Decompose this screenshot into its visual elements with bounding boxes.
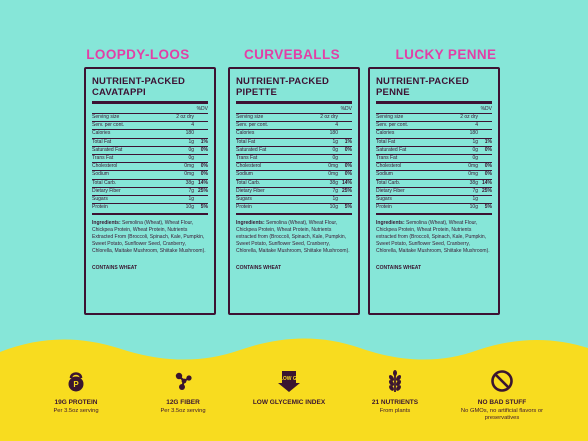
nutrient-amount: 38g [185,179,194,186]
nutrient-dv: 5% [484,204,492,211]
nutrient-amount: 7g [472,187,478,194]
nutrition-row [92,195,208,203]
nutrient-amount: 10g [329,204,338,211]
nutrition-row [376,162,492,170]
nutrient-amount: 0mg [468,171,478,178]
nutrient-amount: 1g [332,195,338,202]
allergen-statement: CONTAINS WHEAT [376,265,422,272]
nutrient-dv: 0% [484,171,492,178]
nutrition-row [376,121,492,129]
ingredients-lead: Ingredients: [92,220,121,227]
nutrient-amount: 10g [185,204,194,211]
nutrient-dv: 14% [197,179,208,186]
ingredients-lead: Ingredients: [376,220,405,227]
nutrition-row [92,146,208,154]
nutrient-name: Saturated Fat [92,146,123,153]
nutrition-row [236,129,352,137]
label-title-rule [92,101,208,104]
nutrient-amount: 38g [469,179,478,186]
nutrient-name: Cholesterol [376,163,402,170]
nutrition-row [376,170,492,178]
label-title: NUTRIENT-PACKED CAVATAPPI [92,76,186,98]
allergen-statement: CONTAINS WHEAT [236,265,282,272]
nutrient-amount: 0g [188,155,194,162]
nutrient-name: Calories [376,130,395,137]
rows-end-rule [236,213,352,215]
rows-end-rule [92,213,208,215]
feature-nutrients [350,369,440,415]
nutrient-amount: 1g [188,138,194,145]
nutrient-name: Saturated Fat [376,146,407,153]
product-name-curveballs: CURVEBALLS [243,47,340,62]
nutrient-name: Serving size [376,114,404,121]
nutrient-dv: 1% [200,138,208,145]
nutrition-row [236,162,352,170]
feature-subtitle: No GMOs, no artificial flavors or preservatives [460,408,544,421]
nutrient-name: Serv. per cont. [236,122,269,129]
feature-no-bad-stuff [457,369,547,422]
nutrient-name: Sodium [92,171,109,178]
feature-protein [31,369,121,415]
nutrient-amount: 1g [332,138,338,145]
ingredients-text [92,220,208,255]
nutrient-name: Sodium [236,171,253,178]
nutrient-name: Serv. per cont. [92,122,125,129]
label-title-rule [376,101,492,104]
nutrient-name: Protein [376,204,392,211]
nutrition-row [376,187,492,195]
label-title: NUTRIENT-PACKED PENNE [376,76,470,98]
nutrition-row [236,203,352,211]
kettlebell-icon [64,369,88,393]
nutrient-name: Protein [92,204,108,211]
nutrient-dv: 14% [481,179,492,186]
ingredients-list: Semolina (Wheat), Wheat Flour, Chickpea Protein, Wheat Protein, Nutrients Extracted From (Broccoli, Spinach, Kale, Pumpkin, Sweet Potato, Sunflower Seed, Cranberry, Chlorella, Maitake Mushroom, Shiitake Mushroom). [92,220,206,255]
rows-end-rule [376,213,492,215]
nutrition-row [376,154,492,162]
nutrient-name: Cholesterol [236,163,262,170]
nutrient-name: Total Carb. [376,179,401,186]
feature-title: 21 NUTRIENTS [371,399,419,406]
nutrient-amount: 0g [188,146,194,153]
nutrition-rows [92,113,208,211]
nutrient-dv: 5% [200,204,208,211]
nutrient-name: Serving size [236,114,264,121]
nutrition-row [92,170,208,178]
nutrition-row [376,146,492,154]
nutrient-dv: 14% [341,179,352,186]
nutrition-row [236,154,352,162]
nutrition-rows [376,113,492,211]
feature-title: LOW GLYCEMIC INDEX [252,399,326,406]
feature-subtitle: Per 3.5oz serving [53,408,99,414]
nutrition-row [92,121,208,129]
nutrition-row [376,195,492,203]
dv-header: %DV [340,106,352,112]
nutrient-dv: 25% [197,187,208,194]
nutrition-label-pipette [228,67,360,315]
nutrient-name: Dietary Fiber [376,187,405,194]
nutrition-row [236,138,352,146]
nutrient-amount: 1g [472,138,478,145]
nutrition-row [376,138,492,146]
low-gi-icon-text: LOW GI [279,376,299,382]
product-name-loopdy-loos: LOOPDY-LOOS [86,47,190,62]
nutrient-name: Sodium [376,171,393,178]
nutrition-row [236,121,352,129]
nutrient-amount: 0mg [184,171,194,178]
nutrient-amount: 4 [191,122,194,129]
nutrition-row [92,187,208,195]
nutrient-amount: 4 [475,122,478,129]
allergen-statement: CONTAINS WHEAT [92,265,138,272]
dv-header: %DV [480,106,492,112]
feature-subtitle: From plants [379,408,411,414]
nutrient-amount: 1g [472,195,478,202]
nutrient-name: Total Fat [376,138,396,145]
ingredients-lead: Ingredients: [236,220,265,227]
feature-low-gi [244,369,334,407]
ingredients-list: Semolina (Wheat), Wheat Flour, Chickpea Protein, Wheat Protein, Nutrients extracted from (Broccoli, Spinach, Kale, Pumpkin, Sweet Potato, Sunflower Seed, Cranberry, Chlorella, Maitake Mushroom, Shiitake Mushroom). [376,220,490,255]
nutrient-amount: 0g [472,146,478,153]
nutrient-amount: 180 [329,130,338,137]
nutrient-dv: 5% [344,204,352,211]
low-gi-arrow-icon [277,369,301,393]
nutrient-amount: 7g [188,187,194,194]
nutrient-amount: 2 oz dry [460,114,478,121]
nutrient-name: Sugars [376,195,392,202]
nutrient-name: Trans Fat [236,155,258,162]
nutrient-name: Serving size [92,114,120,121]
nutrient-name: Total Fat [236,138,256,145]
nutrient-name: Trans Fat [376,155,398,162]
nutrient-amount: 7g [332,187,338,194]
nutrient-amount: 0g [472,155,478,162]
nutrient-name: Total Carb. [92,179,117,186]
nutrient-name: Calories [92,130,111,137]
nutrition-row [376,113,492,121]
nutrient-dv: 1% [344,138,352,145]
nutrient-dv: 0% [484,163,492,170]
feature-subtitle: Per 3.5oz serving [160,408,206,414]
nutrient-dv: 1% [484,138,492,145]
nutrient-amount: 38g [329,179,338,186]
nutrient-amount: 2 oz dry [320,114,338,121]
nutrient-name: Protein [236,204,252,211]
nutrient-amount: 180 [185,130,194,137]
dv-header: %DV [196,106,208,112]
nutrient-amount: 2 oz dry [176,114,194,121]
nutrient-amount: 1g [188,195,194,202]
nutrition-row [236,146,352,154]
nutrient-name: Sugars [92,195,108,202]
feature-title: NO BAD STUFF [477,399,527,406]
feature-title: 12G FIBER [166,399,200,406]
nutrient-amount: 0mg [184,163,194,170]
product-name-lucky-penne: LUCKY PENNE [395,47,497,62]
nutrition-label-cavatappi [84,67,216,315]
nutrient-amount: 180 [469,130,478,137]
nutrition-row [376,179,492,187]
nutrition-row [236,113,352,121]
nutrient-dv: 0% [200,146,208,153]
nutrient-amount: 4 [335,122,338,129]
nutrition-row [92,179,208,187]
nutrient-name: Trans Fat [92,155,114,162]
label-title: NUTRIENT-PACKED PIPETTE [236,76,330,98]
nutrient-dv: 0% [200,171,208,178]
nutrition-row [236,170,352,178]
nutrition-row [376,203,492,211]
nutrition-row [236,179,352,187]
nutrient-dv: 0% [344,146,352,153]
nutrition-label-penne [368,67,500,315]
nutrient-amount: 10g [469,204,478,211]
nutrient-dv: 0% [200,163,208,170]
ingredients-text [376,220,492,255]
fiber-molecule-icon [171,369,195,393]
nutrient-amount: 0g [332,146,338,153]
wheat-stalk-icon [383,369,407,393]
nutrition-row [376,129,492,137]
feature-title: 19G PROTEIN [54,399,98,406]
ingredients-list: Semolina (Wheat), Wheat Flour, Chickpea Protein, Wheat Protein, Nutrients extracted from (Broccoli, Spinach, Kale, Pumpkin, Sweet Potato, Sunflower Seed, Cranberry, Chlorella, Maitake Mushroom, Shiitake Mushroom). [236,220,350,255]
nutrient-amount: 0mg [328,171,338,178]
nutrition-row [236,195,352,203]
nutrient-dv: 0% [344,171,352,178]
label-title-rule [236,101,352,104]
nutrient-name: Dietary Fiber [92,187,121,194]
nutrient-dv: 25% [341,187,352,194]
nutrient-name: Sugars [236,195,252,202]
nutrition-rows [236,113,352,211]
nutrition-row [92,138,208,146]
nutrient-name: Serv. per cont. [376,122,409,129]
nutrient-name: Cholesterol [92,163,118,170]
nutrient-name: Saturated Fat [236,146,267,153]
nutrition-row [92,154,208,162]
svg-text:P: P [73,380,79,389]
nutrition-row [92,129,208,137]
nutrient-name: Calories [236,130,255,137]
no-sign-icon [490,369,514,393]
ingredients-text [236,220,352,255]
nutrient-name: Total Fat [92,138,112,145]
nutrient-amount: 0mg [328,163,338,170]
nutrition-row [236,187,352,195]
nutrient-dv: 25% [481,187,492,194]
nutrient-dv: 0% [344,163,352,170]
nutrient-amount: 0g [332,155,338,162]
nutrition-row [92,203,208,211]
nutrient-name: Total Carb. [236,179,261,186]
nutrition-row [92,113,208,121]
nutrient-dv: 0% [484,146,492,153]
feature-fiber [138,369,228,415]
nutrition-row [92,162,208,170]
nutrient-name: Dietary Fiber [236,187,265,194]
nutrient-amount: 0mg [468,163,478,170]
